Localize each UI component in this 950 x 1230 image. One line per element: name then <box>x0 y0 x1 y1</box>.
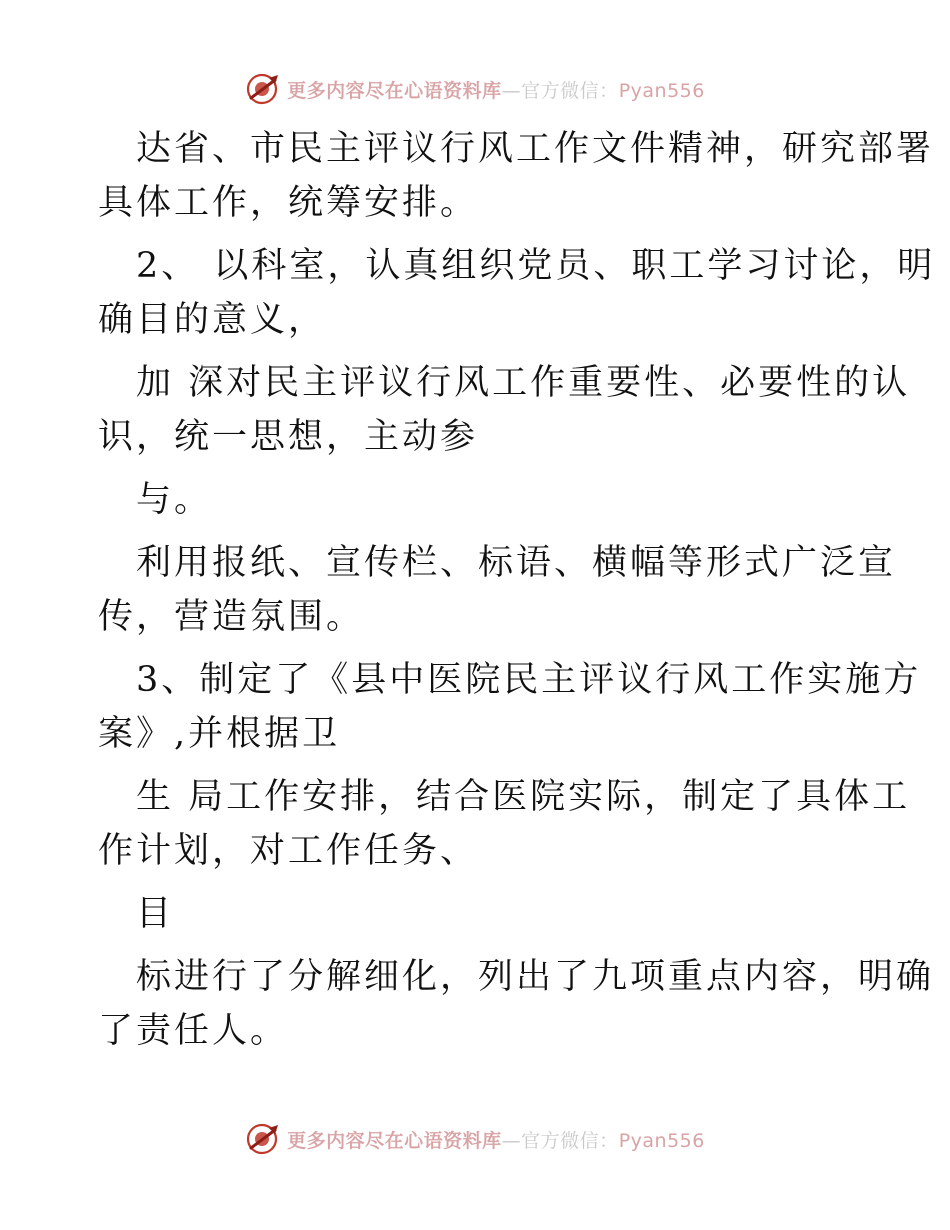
watermark-handle: Pyan556 <box>618 79 705 102</box>
header-watermark <box>0 72 950 106</box>
text-line: 作计划，对工作任务、 <box>98 831 479 871</box>
text-line: 案》,并根据卫 <box>98 714 341 754</box>
seal-logo-icon <box>245 1122 281 1156</box>
document-body <box>98 122 936 1058</box>
watermark-text <box>287 1126 705 1153</box>
watermark-separator: — <box>501 1129 522 1152</box>
text-line: 2、 以科室，认真组织党员、职工学习讨论，明 <box>136 246 936 286</box>
text-line: 具体工作，统筹安排。 <box>98 183 479 223</box>
text-line: 确目的意义， <box>98 300 327 340</box>
text-line: 3、制定了《县中医院民主评议行风工作实施方 <box>136 660 922 700</box>
text-line: 与。 <box>136 480 213 520</box>
text-line: 识，统一思想，主动参 <box>98 417 479 457</box>
watermark-label: 官方微信： <box>521 79 619 102</box>
text-line: 传，营造氛围。 <box>98 597 365 637</box>
footer-watermark <box>0 1122 950 1156</box>
text-line: 生 局工作安排，结合医院实际，制定了具体工 <box>136 777 911 817</box>
text-line: 标进行了分解细化，列出了九项重点内容，明确 <box>136 957 935 997</box>
text-line: 了责任人。 <box>98 1011 289 1051</box>
watermark-separator: — <box>501 79 522 102</box>
seal-logo-icon <box>245 72 281 106</box>
watermark-brand: 更多内容尽在心语资料库 <box>287 1129 502 1152</box>
watermark-handle: Pyan556 <box>618 1129 705 1152</box>
text-line: 目 <box>136 894 175 934</box>
text-line: 达省、市民主评议行风工作文件精神，研究部署 <box>136 129 935 169</box>
watermark-text <box>287 76 705 103</box>
watermark-brand: 更多内容尽在心语资料库 <box>287 79 502 102</box>
text-line: 利用报纸、宣传栏、标语、横幅等形式广泛宣 <box>136 543 897 583</box>
text-line: 加 深对民主评议行风工作重要性、必要性的认 <box>136 363 911 403</box>
watermark-label: 官方微信： <box>521 1129 619 1152</box>
